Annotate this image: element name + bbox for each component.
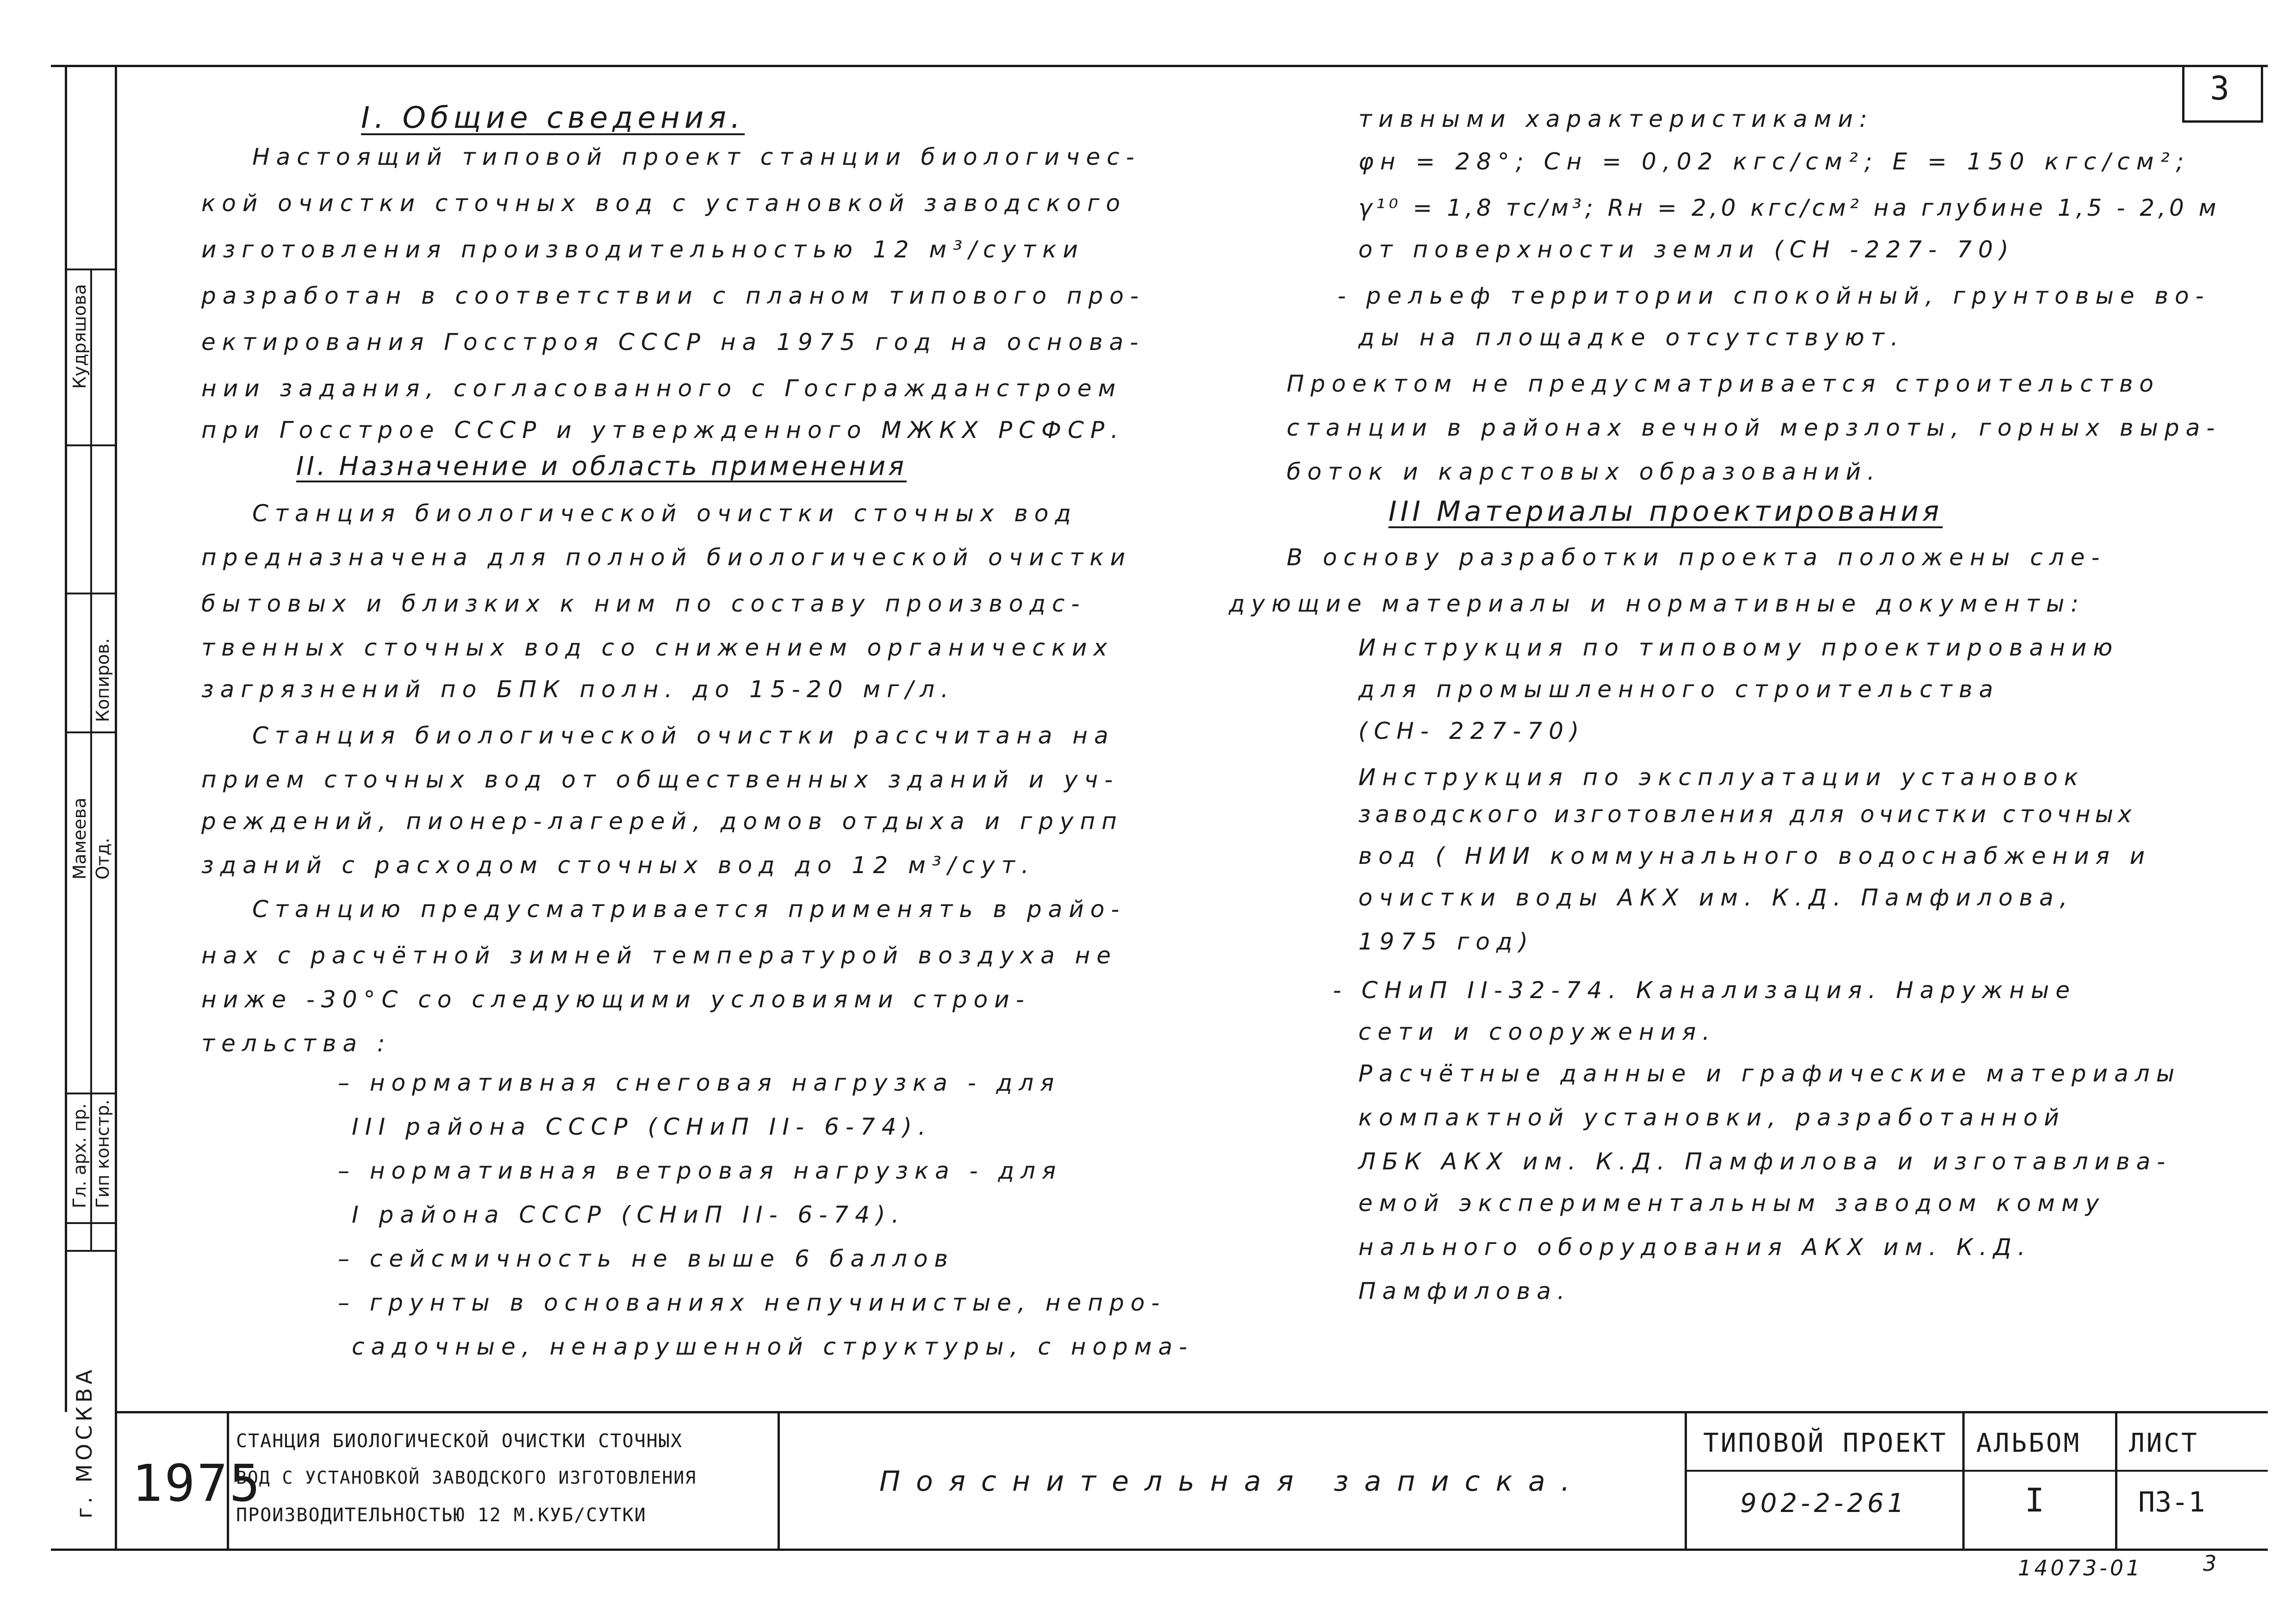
side-stamp-role-1: Гл. арх. пр. [69,1103,90,1208]
typical-project-value: 902-2-261 [1740,1488,1908,1518]
text-line: нах с расчётной зимней температурой воздуха не [201,942,1118,969]
text-line: боток и карстовых образований. [1287,458,1881,485]
text-line: Станция биологической очистки рассчитана на [252,722,1115,749]
text-line: 1975 год) [1358,928,1535,955]
text-line: станции в районах вечной мерзлоты, горных выра- [1287,414,2221,441]
text-line: γ¹⁰ = 1,8 тс/м³; Rн = 2,0 кгс/см² на глубине 1,5 - 2,0 м [1358,194,2220,221]
side-stamp-name-3: Кудряшова [69,284,90,389]
text-line: реждений, пионер-лагерей, домов отдыха и групп [201,808,1123,835]
sheet-number-box [2182,65,2263,123]
side-stamp-city: г. МОСКВА [72,1366,97,1518]
year: 1975 [132,1454,262,1513]
document-title: Пояснительная записка. [879,1465,1586,1498]
text-line: садочные, ненарушенной структуры, с норма- [352,1333,1194,1360]
text-line: Станцию предусматривается применять в райо- [252,896,1126,923]
sheet-value: П3-1 [2138,1486,2205,1518]
text-line: Станция биологической очистки сточных вод [252,500,1077,527]
text-line: компактной установки, разработанной [1358,1104,2066,1131]
text-line: В основу разработки проекта положены сле- [1287,544,2106,571]
text-line: нии задания, согласованного с Госгражданстроем [201,375,1122,402]
text-line: нального оборудования АКХ им. К.Д. [1358,1234,2032,1261]
text-line: Памфилова. [1358,1278,1571,1305]
side-stamp-inner-line [90,269,92,1250]
text-line: – нормативная ветровая нагрузка - для [338,1157,1063,1184]
text-line: зданий с расходом сточных вод до 12 м³/сут. [201,852,1035,879]
text-line: III района СССР (СНиП II- 6-74). [352,1113,932,1140]
text-line: Проектом не предусматривается строительство [1287,370,2160,397]
text-line: φн = 28°; Сн = 0,02 кгс/см²; Е = 150 кгс/см²; [1358,148,2190,175]
text-line: твенных сточных вод со снижением органических [201,634,1114,661]
text-line: – грунты в основаниях непучинистые, непро- [338,1289,1166,1316]
text-line: прием сточных вод от общественных зданий и уч- [201,766,1120,793]
side-stamp-divider [65,1250,116,1252]
frame-top-line [51,65,2268,67]
text-line: ектирования Госстроя СССР на 1975 год на основа- [201,329,1145,356]
text-line: предназначена для полной биологической очистки [201,544,1132,571]
text-line: тельства : [201,1030,392,1057]
text-line: вод ( НИИ коммунального водоснабжения и [1358,843,2152,869]
text-line: (СН- 227-70) [1358,718,1586,744]
text-line: при Госстрое СССР и утвержденного МЖКХ РСФСР. [201,417,1125,443]
title-block-divider [1962,1411,1965,1550]
text-line: загрязнений по БПК полн. до 15-20 мг/л. [201,676,955,703]
text-line: ды на площадке отсутствуют. [1358,324,1905,351]
text-line: – сейсмичность не выше 6 баллов [338,1245,954,1272]
side-stamp-role-3: Копиров. [93,638,113,722]
text-line: бытовых и близких к ним по составу производс- [201,590,1086,617]
sheet-number: 3 [2210,69,2230,107]
text-line: тивными характеристиками: [1358,106,1874,132]
text-line: заводского изготовления для очистки сточных [1358,801,2136,828]
text-line: от поверхности земли (СН -227- 70) [1358,236,2015,263]
side-stamp-name-1: Мамеева [69,797,90,880]
text-line: Расчётные данные и графические материалы [1358,1060,2181,1087]
title-block-divider [1685,1411,1687,1550]
text-line: ЛБК АКХ им. К.Д. Памфилова и изготавлива- [1358,1148,2172,1175]
heading-general-info: I. Общие сведения. [361,101,745,135]
text-line: – нормативная снеговая нагрузка - для [338,1069,1061,1096]
text-line: изготовления производительностью 12 м³/сутки [201,236,1084,263]
project-name-line-2: ВОД С УСТАНОВКОЙ ЗАВОДСКОГО ИЗГОТОВЛЕНИЯ [236,1468,697,1488]
frame-left-line [115,65,117,1551]
project-name-line-3: ПРОИЗВОДИТЕЛЬНОСТЬЮ 12 М.КУБ/СУТКИ [236,1505,647,1526]
text-line: - СНиП II-32-74. Канализация. Наружные [1333,977,2077,1004]
frame-bottom-line [51,1549,2268,1551]
title-block-divider [778,1411,780,1550]
text-line: ниже -30°С со следующими условиями строи- [201,986,1031,1013]
album-value: I [2025,1481,2045,1519]
inventory-number: 14073-01 [2018,1555,2143,1580]
text-line: сети и сооружения. [1358,1018,1717,1045]
text-line: I района СССР (СНиП II- 6-74). [352,1201,906,1228]
side-stamp-outer-line [65,65,67,1412]
text-line: Инструкция по эксплуатации установок [1358,764,2084,791]
heading-purpose: II. Назначение и область применения [296,451,907,481]
text-line: дующие материалы и нормативные документы: [1229,590,2085,617]
sheet-label: ЛИСТ [2129,1428,2199,1458]
text-line: разработан в соответствии с планом типового про- [201,282,1145,309]
side-stamp-role-2: Гип констр. [93,1099,113,1208]
project-name-line-1: СТАНЦИЯ БИОЛОГИЧЕСКОЙ ОЧИСТКИ СТОЧНЫХ [236,1430,683,1452]
footer-page: 3 [2203,1551,2223,1576]
text-line: кой очистки сточных вод с установкой заводского [201,190,1127,217]
text-line: - рельеф территории спокойный, грунтовые во- [1338,282,2210,309]
text-line: емой экспериментальным заводом комму [1358,1190,2106,1217]
text-line: для промышленного строительства [1358,676,2000,703]
text-line: очистки воды АКХ им. К.Д. Памфилова, [1358,884,2074,911]
side-stamp-name-2: Отд. [93,837,113,880]
text-line: Инструкция по типовому проектированию [1358,634,2119,661]
title-block-divider [2115,1411,2117,1550]
typical-project-label: ТИПОВОЙ ПРОЕКТ [1703,1428,1948,1458]
title-block-divider [1685,1470,2268,1472]
heading-design-materials: III Материалы проектирования [1388,495,1943,528]
album-label: АЛЬБОМ [1976,1428,2081,1458]
text-line: Настоящий типовой проект станции биологичес- [252,144,1141,170]
title-block-top-line [115,1411,2268,1413]
